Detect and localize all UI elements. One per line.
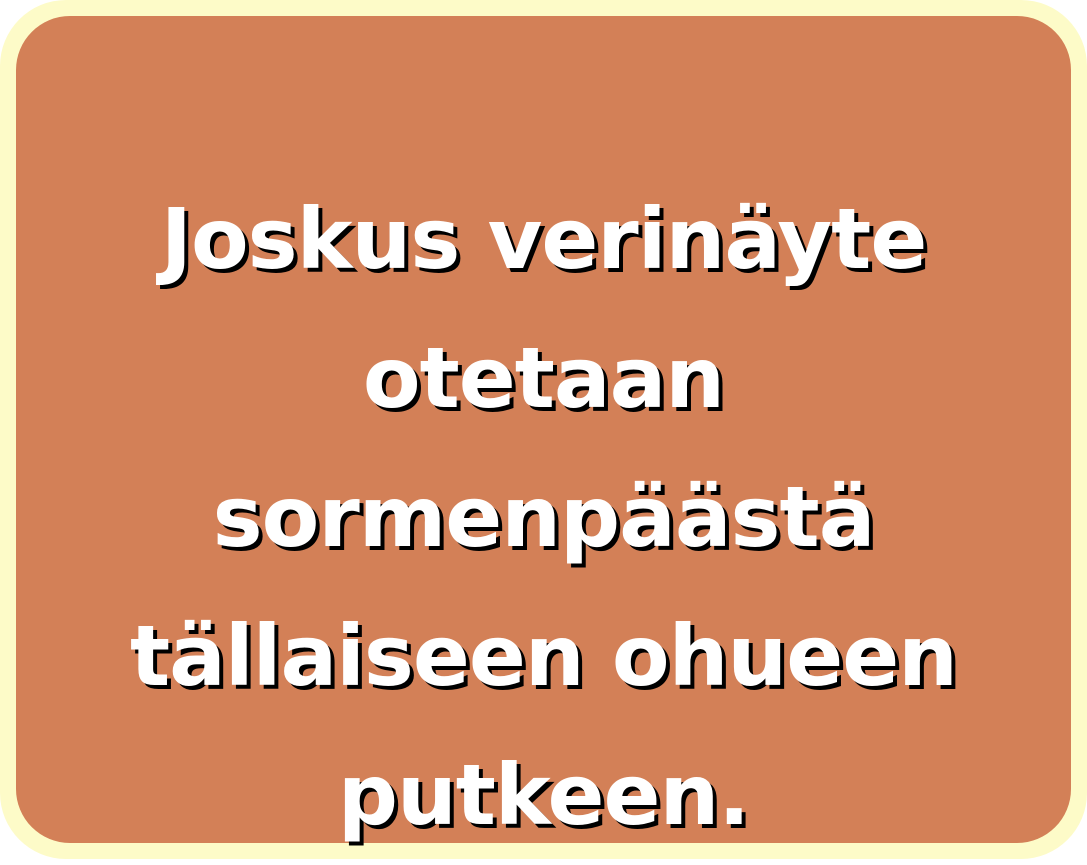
caption-line-2: otetaan: [362, 329, 725, 427]
caption-line-3: sormenpäästä: [212, 468, 875, 566]
slide-card: [16, 16, 1071, 843]
slide-caption: [64, 170, 1024, 865]
caption-line-5: putkeen.: [337, 746, 750, 844]
caption-line-4: tällaiseen ohueen: [130, 607, 957, 705]
caption-line-1: Joskus verinäyte: [160, 190, 927, 288]
